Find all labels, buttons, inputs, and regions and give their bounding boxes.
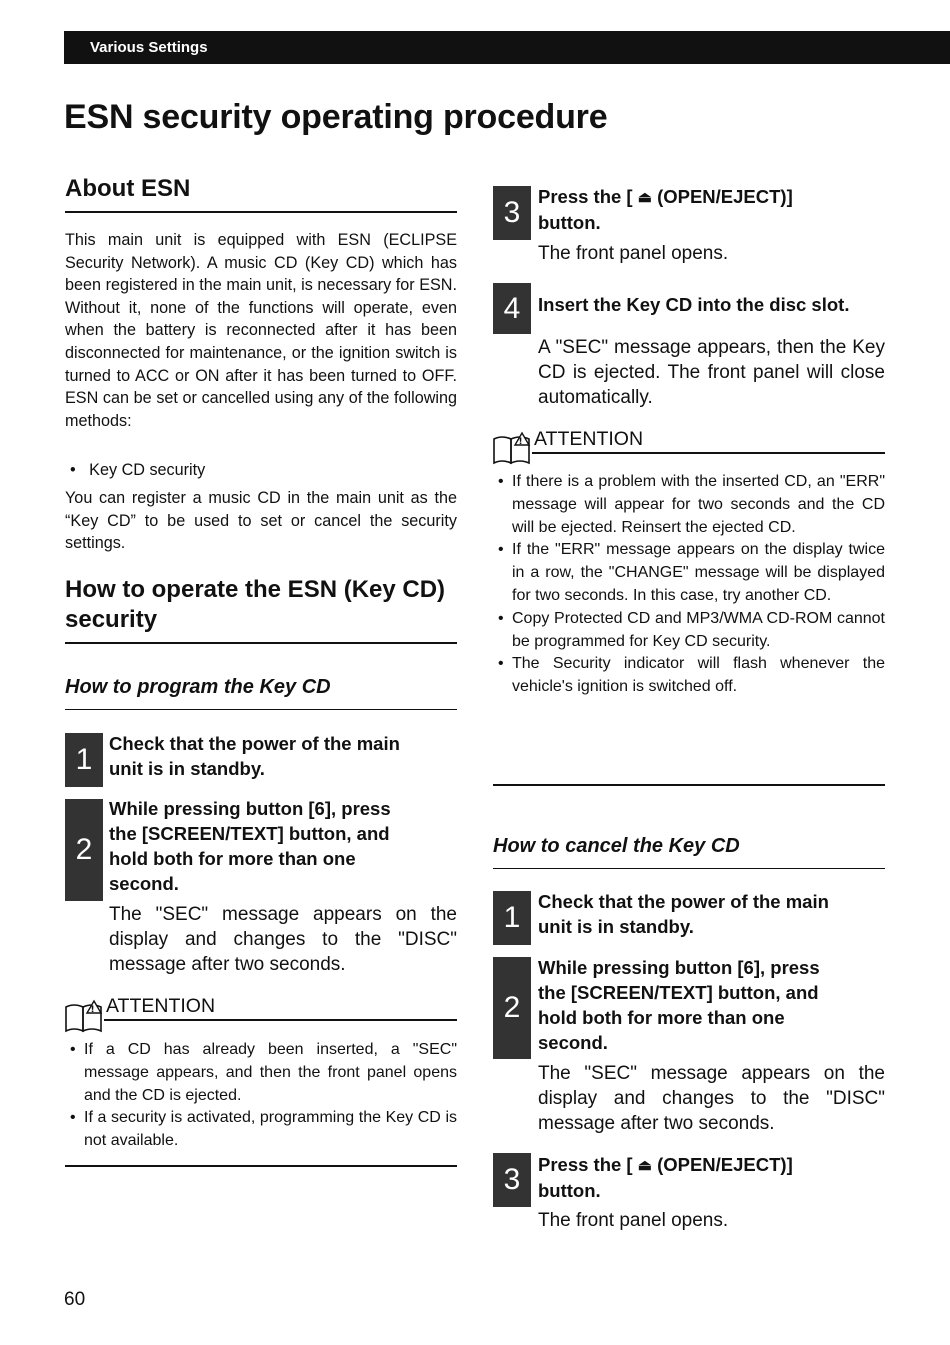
- about-esn-heading: About ESN: [65, 175, 191, 202]
- step-number-badge: 3: [493, 186, 531, 240]
- attention-item: • The Security indicator will flash whenever the vehicle's ignition is switched off.: [493, 653, 885, 699]
- heading-rule: [65, 642, 457, 644]
- attention-item: • If there is a problem with the inserted CD, an "ERR" message will appear for two seconds and the CD will be ejected. Reinsert the ejected CD.: [493, 471, 885, 539]
- step-line: (OPEN/EJECT)]: [651, 1154, 793, 1175]
- attention-item: • If a CD has already been inserted, a "SEC" message appears, and then the front panel opens and the CD is ejected.: [65, 1039, 457, 1107]
- attention-book-icon: [64, 999, 104, 1033]
- program-step-2-text: [109, 796, 459, 896]
- attention-item: • Copy Protected CD and MP3/WMA CD-ROM cannot be programmed for Key CD security.: [493, 608, 885, 654]
- step-line: While pressing button [6], press: [538, 957, 820, 978]
- step-line: the [SCREEN/TEXT] button, and: [109, 823, 390, 844]
- step-number-badge: 2: [65, 799, 103, 901]
- step-line: the [SCREEN/TEXT] button, and: [538, 982, 819, 1003]
- svg-text:!: !: [90, 1005, 95, 1015]
- attention-item: • If the "ERR" message appears on the display twice in a row, the "CHANGE" message will be displayed for two seconds. In this case, try another CD.: [493, 539, 885, 607]
- cancel-step-3-text: [538, 1152, 888, 1203]
- section-header-bar: [64, 31, 950, 64]
- step-line: button.: [538, 212, 601, 233]
- about-paragraph-1: This main unit is equipped with ESN (ECLIPSE Security Network). A music CD (Key CD) which has been registered in the main unit, is necessary for ESN. Without it, none of the functions will operate, even when the battery is reconnected after it has been disconnected for maintenance, or the ignition switch is turned to ACC or ON after it has been turned to OFF. ESN can be set or cancelled using any of the following methods:: [65, 231, 457, 430]
- step-line: unit is in standby.: [538, 916, 694, 937]
- cancel-step-1-text: [538, 889, 888, 939]
- page-title: ESN security operating procedure: [64, 98, 608, 136]
- step-line: button.: [538, 1180, 601, 1201]
- program-step-2-result: The "SEC" message appears on the display and changes to the "DISC" message after two seconds.: [109, 904, 457, 975]
- operate-heading-line2: security: [65, 606, 158, 633]
- step-line: Press the [: [538, 186, 638, 207]
- step-number-badge: 1: [65, 733, 103, 787]
- operate-heading: [65, 575, 445, 635]
- step-line: hold both for more than one: [538, 1007, 785, 1028]
- cancel-step-3-result: The front panel opens.: [538, 1210, 729, 1231]
- attention-book-icon: [492, 431, 532, 465]
- step-line: unit is in standby.: [109, 758, 265, 779]
- eject-icon: ⏏: [637, 189, 652, 206]
- step-line: second.: [109, 873, 179, 894]
- attention-list: [493, 471, 885, 699]
- cancel-key-cd-heading: How to cancel the Key CD: [493, 835, 740, 857]
- step-line: Check that the power of the main: [538, 891, 829, 912]
- section-label: Various Settings: [90, 39, 208, 56]
- subheading-rule: [493, 868, 885, 869]
- attention-rule: [532, 452, 885, 454]
- attention-title: ATTENTION: [534, 428, 644, 450]
- step-number-badge: 2: [493, 957, 531, 1059]
- attention-rule: [104, 1019, 457, 1021]
- step-line: Check that the power of the main: [109, 733, 400, 754]
- subheading-rule: [65, 709, 457, 710]
- cancel-step-2-text: [538, 955, 888, 1055]
- step-number-badge: 4: [493, 283, 531, 334]
- bullet-dot: •: [70, 461, 90, 479]
- eject-icon: ⏏: [637, 1157, 652, 1174]
- step-line: (OPEN/EJECT)]: [651, 186, 793, 207]
- operate-heading-line1: How to operate the ESN (Key CD): [65, 576, 446, 603]
- program-step-1-text: [109, 731, 459, 781]
- about-bullet: [70, 459, 450, 482]
- program-step-4-result: A "SEC" message appears, then the Key CD is ejected. The front panel will close automatically.: [538, 337, 885, 408]
- attention-end-rule: [65, 1165, 457, 1167]
- step-line: second.: [538, 1032, 608, 1053]
- about-paragraph-2: You can register a music CD in the main unit as the “Key CD” to be used to set or cancel the security settings.: [65, 489, 457, 553]
- program-key-cd-heading: How to program the Key CD: [65, 676, 331, 698]
- step-line: Press the [: [538, 1154, 638, 1175]
- step-number-badge: 3: [493, 1153, 531, 1207]
- attention-list: [65, 1039, 457, 1153]
- step-line: While pressing button [6], press: [109, 798, 391, 819]
- step-line: hold both for more than one: [109, 848, 356, 869]
- svg-text:!: !: [518, 437, 523, 447]
- cancel-step-2-result: The "SEC" message appears on the display and changes to the "DISC" message after two seconds.: [538, 1063, 885, 1134]
- attention-title: ATTENTION: [106, 995, 216, 1017]
- program-step-3-result: The front panel opens.: [538, 243, 729, 264]
- program-step-3-text: [538, 184, 888, 235]
- heading-rule: [65, 211, 457, 213]
- page-number: 60: [64, 1289, 86, 1310]
- attention-item: • If a security is activated, programming the Key CD is not available.: [65, 1107, 457, 1153]
- step-number-badge: 1: [493, 891, 531, 945]
- attention-end-rule: [493, 784, 885, 786]
- bullet-text: Key CD security: [89, 461, 206, 479]
- program-step-4-text: Insert the Key CD into the disc slot.: [538, 294, 850, 315]
